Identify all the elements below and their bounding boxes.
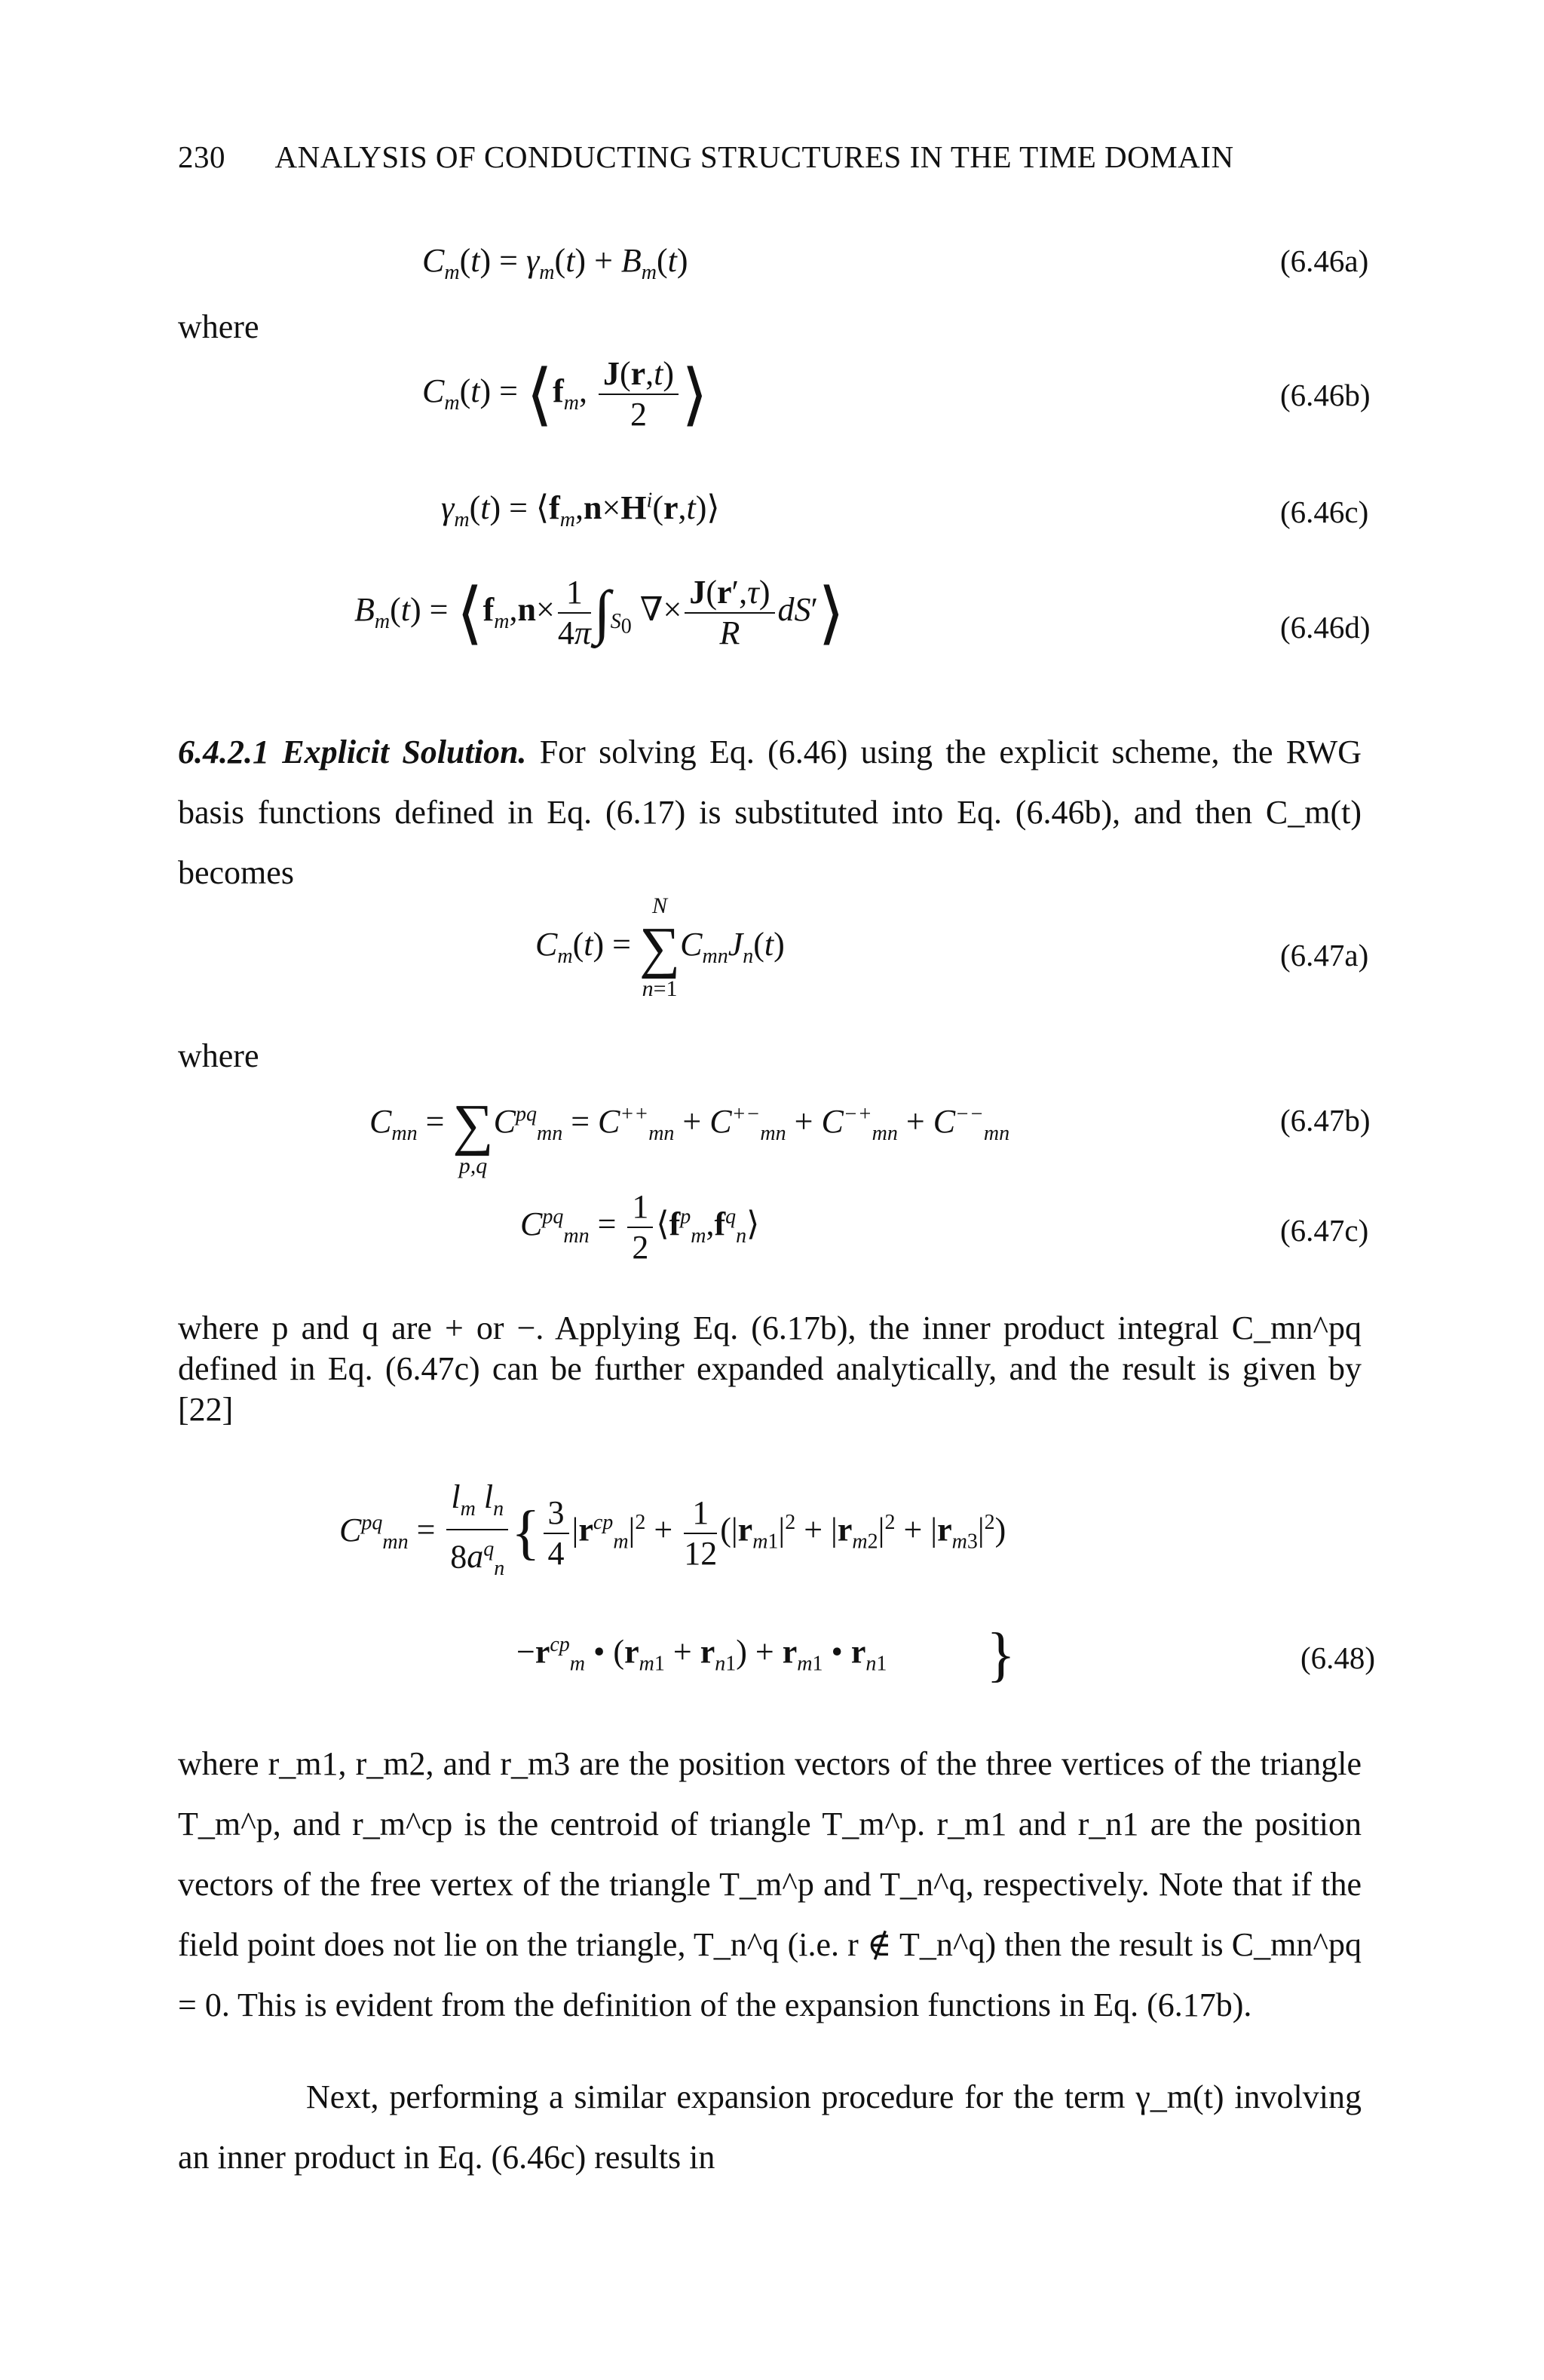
- equation-6-46a: $C_m(t) = \gamma_m(t) + B_m(t)$: [422, 242, 688, 284]
- equation-tag: (6.46d): [1280, 610, 1371, 645]
- section-paragraph: [178, 722, 1362, 903]
- equation-6-46d: $B_m(t)$ = $⟨f_m,n\times$ $\frac{1}{4\pi}$ $\int_{S_0}$ ∇× $\frac{J(r',\tau)}{R}$ dS′⟩: [354, 574, 845, 651]
- equation-6-47b: $C_{mn}$ = ∑ $p,qC^{pq}_{mn} = C^{++}_{mn} + C^{+-}_{mn} + C^{-+}_{mn} + C^{--}_{mn}$: [369, 1093, 1010, 1178]
- section-title: Explicit Solution.: [282, 734, 527, 770]
- equation-tag: (6.47a): [1280, 938, 1369, 973]
- where-label: where: [178, 308, 259, 345]
- equation-tag: (6.46c): [1280, 495, 1369, 529]
- equation-tag: (6.47b): [1280, 1103, 1371, 1138]
- section-number: 6.4.2.1: [178, 734, 269, 770]
- running-title: ANALYSIS OF CONDUCTING STRUCTURES IN THE TIME DOMAIN: [274, 139, 1234, 174]
- paragraph: where r_m1, r_m2, and r_m3 are the position vectors of the three vertices of the triangle T_m^p, and r_m^cp is the centroid of triangle T_m^p. r_m1 and r_n1 are the position vectors of the free vertex of the triangle T_m^p and T_n^q, respectively. Note that if the field point does not lie on the triangle, T_n^q (i.e. r ∉ T_n^q) then the result is C_mn^pq = 0. This is evident from the definition of the expansion functions in Eq. (6.17b).: [178, 1745, 1362, 2023]
- running-header: [178, 139, 1234, 175]
- equation-6-46c: $\gamma_m(t)$ = $⟨f_m,n\times H^i(r,t)⟩$: [441, 489, 720, 531]
- paragraph: Next, performing a similar expansion procedure for the term γ_m(t) involving an inner product in Eq. (6.46c) results in: [178, 2078, 1362, 2176]
- equation-tag: (6.47c): [1280, 1213, 1369, 1248]
- where-label: where: [178, 1037, 259, 1074]
- equation-tag: (6.46a): [1280, 244, 1369, 278]
- equation-6-47a: $C_m(t) = N$ ∑ $n=1C_{mn}J_n(t)$: [535, 893, 785, 1001]
- paragraph-text: For solving Eq. (6.46) using the explicit scheme, the RWG basis functions defined in Eq. (6.17) is substituted into Eq. (6.46b), and then C_m(t) becomes: [178, 734, 1362, 891]
- equation-6-48-line2: $-r^{cp}_m$ • $(r_{m1} + r_{n1}) + r_{m1}$ • $r_{n1}$ }: [516, 1622, 1016, 1688]
- paragraph: where p and q are + or −. Applying Eq. (6.17b), the inner product integral C_mn^pq defined in Eq. (6.47c) can be further expanded analytically, and the result is given by [22]: [178, 1309, 1362, 1428]
- equation-6-48-line1: $C^{pq}_{mn}$ = $\frac{l_m l_n}{8a^q_n}$ { $\frac{3}{4}$ $|r^{cp}_m|^2$ + $\frac{1}{12}$ $(|r_{m1}|^2 + |r_{m2}|^2 + |r_{m3}|^2)$: [339, 1478, 1006, 1581]
- equation-tag: (6.48): [1300, 1640, 1376, 1675]
- equation-6-46b: $C_m(t)$ = $⟨f_m$, $\frac{J(r,t)}{2}$ ⟩: [422, 355, 709, 433]
- equation-tag: (6.46b): [1280, 378, 1371, 412]
- equation-6-47c: $C^{pq}_{mn}$ = $\frac{1}{2}$ $⟨f^p_m,f^q_n⟩$: [520, 1188, 760, 1266]
- page-number: 230: [178, 139, 225, 174]
